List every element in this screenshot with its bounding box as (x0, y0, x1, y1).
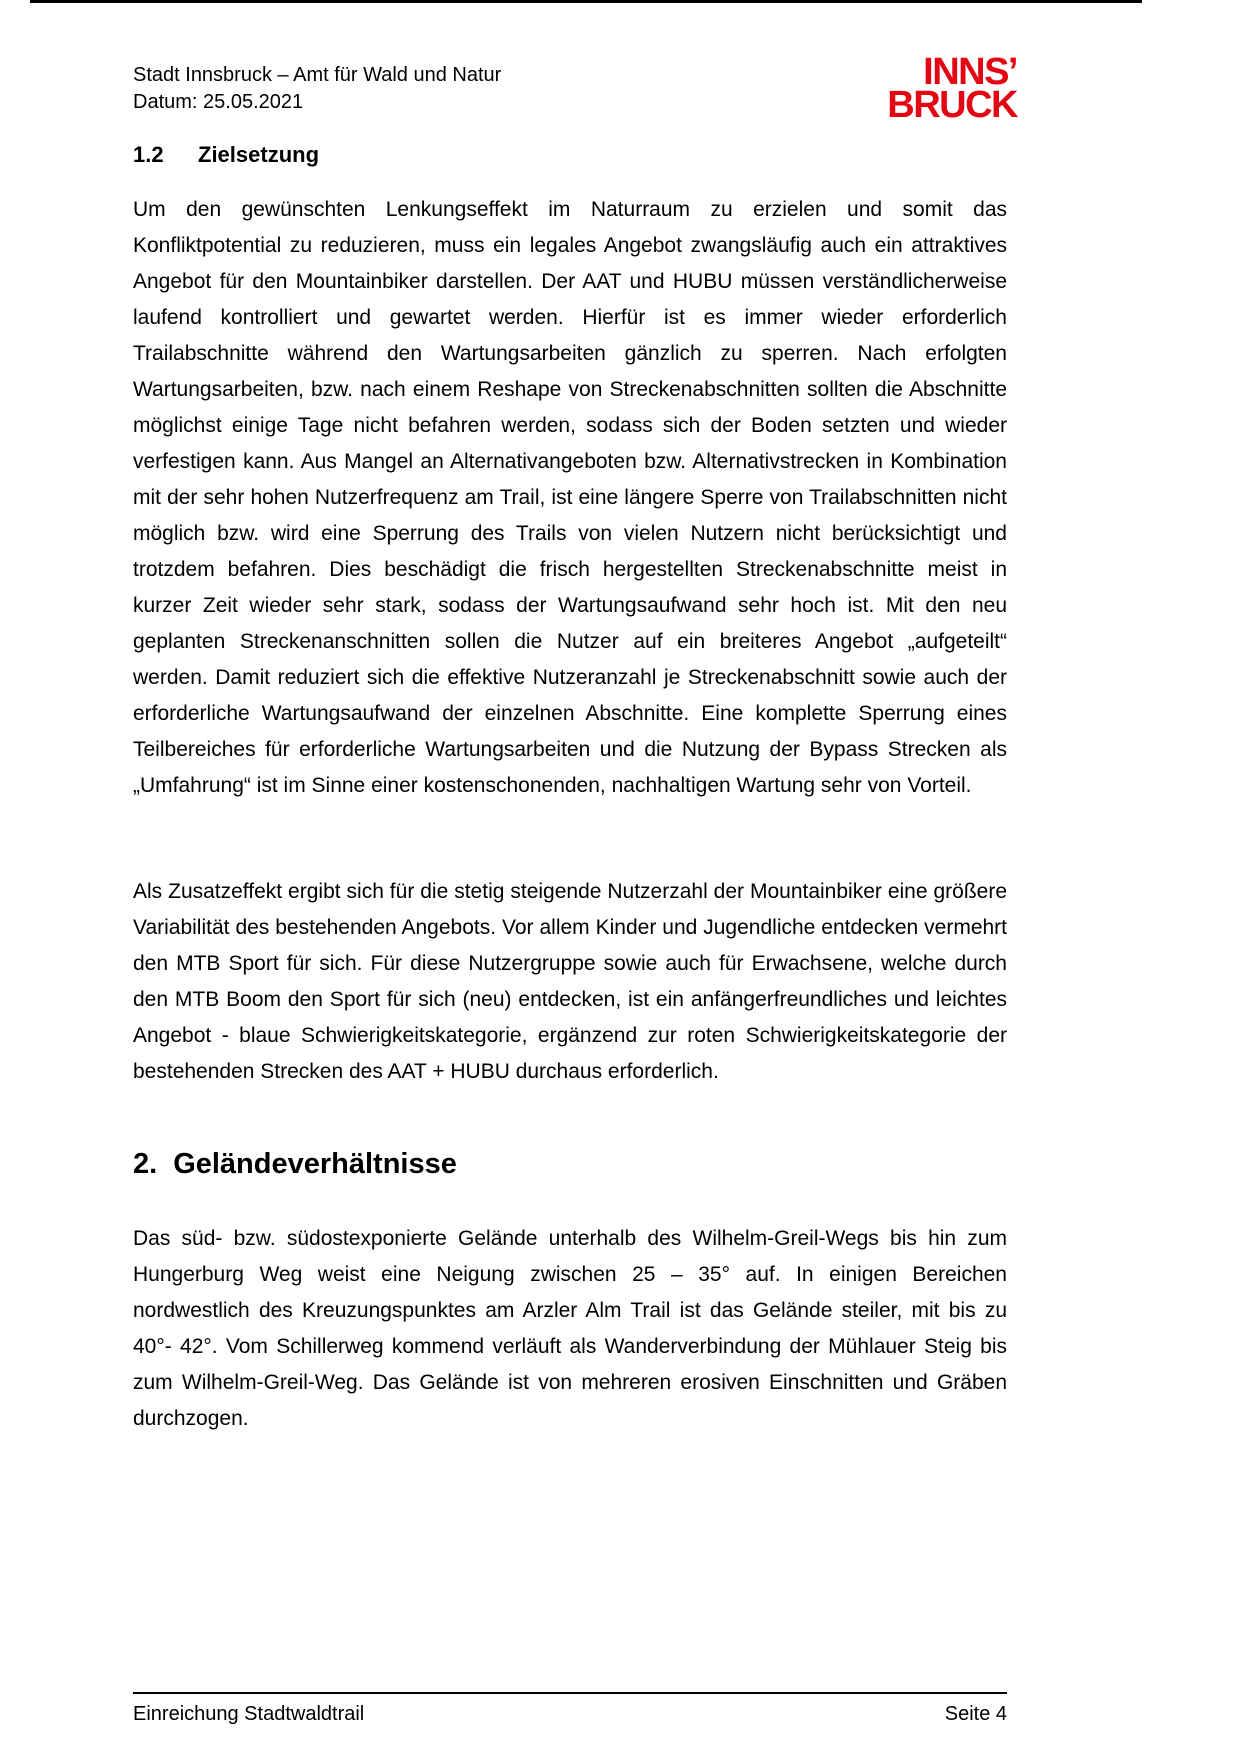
footer-page-number: Seite 4 (944, 1703, 1007, 1725)
paragraph-gelaende-1: Das süd- bzw. südostexponierte Gelände unterhalb des Wilhelm-Greil-Wegs bis hin zum Hungerburg Weg weist eine Neigung zwischen 25 – 35° auf. In einigen Bereichen nordwestlich des Kreuzungspunktes am Arzler Alm Trail ist das Gelände steiler, mit bis zu 40°- 42°. Vom Schillerweg kommend verläuft als Wanderverbindung der Mühlauer Steig bis zum Wilhelm-Greil-Weg. Das Gelände ist von mehreren erosiven Einschnitten und Gräben durchzogen. (133, 1227, 1007, 1430)
section-title: Zielsetzung (198, 142, 320, 167)
footer-document-title: Einreichung Stadtwaldtrail (133, 1703, 365, 1725)
page-content (133, 0, 1007, 1437)
section-title: Geländeverhältnisse (173, 1148, 457, 1180)
paragraph-zielsetzung-2: Als Zusatzeffekt ergibt sich für die stetig steigende Nutzerzahl der Mountainbiker eine größere Variabilität des bestehenden Angebots. Vor allem Kinder und Jugendliche entdecken vermehrt den MTB Sport für sich. Für diese Nutzergruppe sowie auch für Erwachsene, welche durch den MTB Boom den Sport für sich (neu) entdecken, ist ein anfängerfreundliches und leichtes Angebot - blaue Schwierigkeitskategorie, ergänzend zur roten Schwierigkeitskategorie der bestehenden Strecken des AAT + HUBU durchaus erforderlich. (133, 880, 1007, 1083)
logo-line-1: INNS’ (923, 51, 1017, 93)
paragraph-zielsetzung-1: Um den gewünschten Lenkungseffekt im Naturraum zu erzielen und somit das Konfliktpotential zu reduzieren, muss ein legales Angebot zwangsläufig auch ein attraktives Angebot für den Mountainbiker darstellen. Der AAT und HUBU müssen verständlicherweise laufend kontrolliert und gewartet werden. Hierfür ist es immer wieder erforderlich Trailabschnitte während den Wartungsarbeiten gänzlich zu sperren. Nach erfolgten Wartungsarbeiten, bzw. nach einem Reshape von Streckenabschnitten sollten die Abschnitte möglichst einige Tage nicht befahren werden, sodass sich der Boden setzten und wieder verfestigen kann. Aus Mangel an Alternativangeboten bzw. Alternativstrecken in Kombination mit der sehr hohen Nutzerfrequenz am Trail, ist eine längere Sperre von Trailabschnitten nicht möglich bzw. wird eine Sperrung des Trails von vielen Nutzern nicht berücksichtigt und trotzdem befahren. Dies beschädigt die frisch hergestellten Streckenabschnitte meist in kurzer Zeit wieder sehr stark, sodass der Wartungsaufwand sehr hoch ist. Mit den neu geplanten Streckenanschnitten sollen die Nutzer auf ein breiteres Angebot „aufgeteilt“ werden. Damit reduziert sich die effektive Nutzeranzahl je Streckenabschnitt sowie auch der erforderliche Wartungsaufwand der einzelnen Abschnitte. Eine komplette Sperrung eines Teilbereiches für erforderliche Wartungsarbeiten und die Nutzung der Bypass Strecken als „Umfahrung“ ist im Sinne einer kostenschonenden, nachhaltigen Wartung sehr von Vorteil. (133, 198, 1007, 797)
page-footer (133, 1692, 1007, 1726)
page-header (133, 0, 1007, 116)
logo-line-2: BRUCK (887, 84, 1017, 126)
section-number: 2. (133, 1148, 158, 1180)
header-date: Datum: 25.05.2021 (133, 91, 304, 113)
section-number: 1.2 (133, 142, 164, 167)
header-organization: Stadt Innsbruck – Amt für Wald und Natur (133, 64, 502, 86)
section-heading-1-2 (133, 142, 1007, 168)
section-heading-2 (133, 1148, 1007, 1181)
